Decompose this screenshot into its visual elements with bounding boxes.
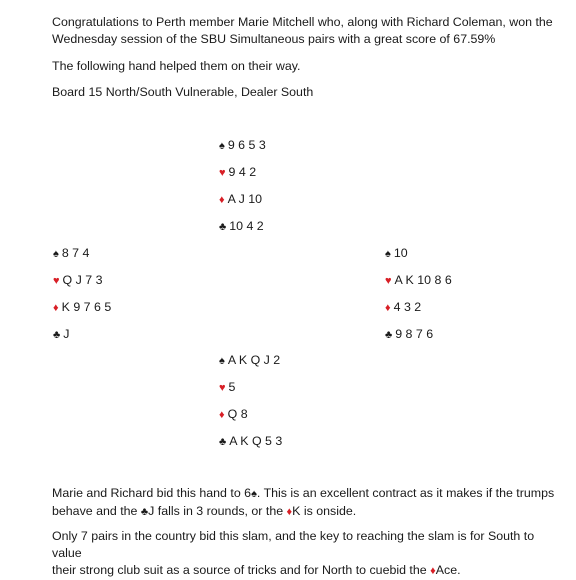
club-icon: ♣ — [219, 221, 227, 233]
west-diamonds-cards: K 9 7 6 5 — [61, 300, 112, 314]
east-diamonds-cards: 4 3 2 — [393, 300, 422, 314]
south-diamonds — [219, 407, 282, 434]
diamond-icon: ♦ — [385, 302, 391, 314]
club-icon: ♣ — [140, 506, 149, 518]
south-hearts-cards: 5 — [228, 380, 236, 394]
spade-icon: ♠ — [219, 140, 225, 152]
club-icon: ♣ — [385, 329, 393, 341]
diamond-icon: ♦ — [219, 409, 225, 421]
west-diamonds — [53, 300, 111, 327]
north-spades-cards: 9 6 5 3 — [227, 138, 266, 152]
east-hand — [385, 246, 452, 354]
west-hand — [53, 246, 111, 354]
south-hearts — [219, 380, 282, 407]
contract-text-4: J falls in 3 rounds, or the — [148, 504, 287, 518]
north-spades — [219, 138, 266, 165]
spade-icon: ♠ — [385, 248, 391, 260]
north-diamonds — [219, 192, 266, 219]
contract-paragraph — [52, 485, 562, 521]
diamond-icon: ♦ — [430, 565, 436, 577]
contract-text-5: K is onside. — [292, 504, 357, 518]
intro-line-2: Wednesday session of the SBU Simultaneous pairs with a great score of 67.59% — [52, 32, 496, 46]
west-spades — [53, 246, 111, 273]
intro-followup: The following hand helped them on their way. — [52, 59, 301, 73]
contract-text-1: Marie and Richard bid this hand to 6 — [52, 486, 252, 500]
north-clubs-cards: 10 4 2 — [229, 219, 264, 233]
east-clubs — [385, 327, 452, 354]
slam-text-3: Ace. — [435, 563, 461, 577]
west-clubs — [53, 327, 111, 354]
west-hearts — [53, 273, 111, 300]
north-diamonds-cards: A J 10 — [227, 192, 263, 206]
diamond-icon: ♦ — [53, 302, 59, 314]
north-hearts-cards: 9 4 2 — [228, 165, 257, 179]
north-clubs — [219, 219, 266, 246]
south-diamonds-cards: Q 8 — [227, 407, 248, 421]
south-clubs — [219, 434, 282, 461]
spade-icon: ♠ — [251, 488, 257, 500]
intro-paragraph — [52, 14, 562, 48]
north-hearts — [219, 165, 266, 192]
spade-icon: ♠ — [219, 355, 225, 367]
east-spades-cards: 10 — [393, 246, 408, 260]
south-spades — [219, 353, 282, 380]
spade-icon: ♠ — [53, 248, 59, 260]
east-hearts-cards: A K 10 8 6 — [394, 273, 452, 287]
north-hand — [219, 138, 266, 246]
contract-text-3: behave and the — [52, 504, 141, 518]
slam-text-2: their strong club suit as a source of tricks and for North to cuebid the — [52, 563, 431, 577]
heart-icon: ♥ — [219, 382, 226, 394]
contract-text-2: . This is an excellent contract as it makes if the trumps — [256, 486, 555, 500]
east-spades — [385, 246, 452, 273]
heart-icon: ♥ — [53, 275, 60, 287]
west-clubs-cards: J — [63, 327, 70, 341]
east-hearts — [385, 273, 452, 300]
slam-text-1: Only 7 pairs in the country bid this slam, and the key to reaching the slam is for South to value — [52, 529, 535, 560]
east-clubs-cards: 9 8 7 6 — [395, 327, 434, 341]
club-icon: ♣ — [53, 329, 61, 341]
board-heading: Board 15 North/South Vulnerable, Dealer South — [52, 85, 314, 99]
slam-paragraph — [52, 528, 562, 580]
club-icon: ♣ — [219, 436, 227, 448]
heart-icon: ♥ — [219, 167, 226, 179]
heart-icon: ♥ — [385, 275, 392, 287]
south-spades-cards: A K Q J 2 — [227, 353, 281, 367]
west-spades-cards: 8 7 4 — [61, 246, 90, 260]
diamond-icon: ♦ — [219, 194, 225, 206]
diamond-icon: ♦ — [286, 506, 293, 518]
south-hand — [219, 353, 282, 461]
intro-line-1: Congratulations to Perth member Marie Mitchell who, along with Richard Coleman, won the — [52, 15, 553, 29]
south-clubs-cards: A K Q 5 3 — [229, 434, 283, 448]
east-diamonds — [385, 300, 452, 327]
west-hearts-cards: Q J 7 3 — [62, 273, 103, 287]
